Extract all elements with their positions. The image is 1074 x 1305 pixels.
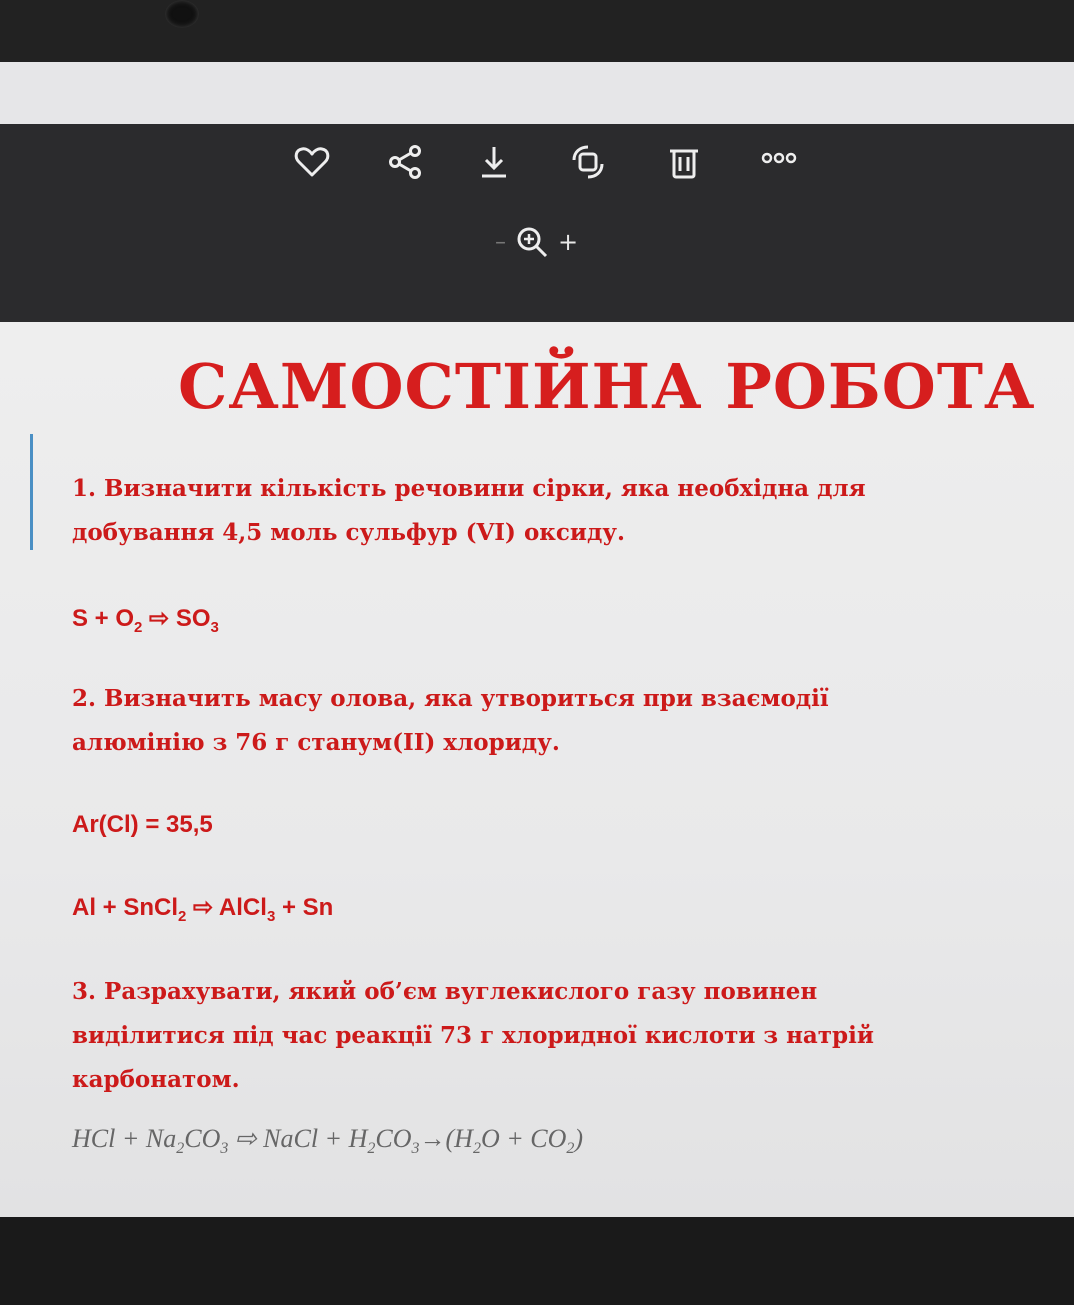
window-top-strip (0, 62, 1074, 124)
delete-icon[interactable] (662, 140, 706, 184)
heart-icon[interactable] (290, 140, 334, 184)
share-icon[interactable] (383, 140, 427, 184)
task3-equation: HCl + $Na_2CO_3$ ⇨ NaCl + $H_2CO_3\to(H_2O + CO_2)$ (72, 1124, 584, 1158)
zoom-plus-label[interactable]: + (558, 228, 579, 256)
zoom-in-icon[interactable] (514, 224, 550, 260)
task2-text: 2. Визначить масу олова, яка утвориться при взаємодії алюмінію з 76 г станум(II) хлориду. (72, 685, 829, 756)
task1-equation: $S + O_2$ ⇨ $SO_3$ (72, 605, 219, 636)
device-bezel-top (0, 0, 1074, 70)
download-icon[interactable] (472, 140, 516, 184)
task3-text: 3. Разрахувати, який об’єм вуглекислого газу повинен виділитися під час реакції 73 г хлоридної кислоти з натрій карбонатом. (72, 978, 874, 1093)
more-icon[interactable] (757, 140, 801, 184)
task2-given: Ar(Cl) = 35,5 (72, 811, 213, 838)
rotate-icon[interactable] (566, 140, 610, 184)
device-bezel-bottom (0, 1217, 1074, 1305)
camera-lens (165, 0, 199, 28)
zoom-control[interactable]: – + (495, 222, 578, 262)
slide-title: САМОСТІЙНА РОБОТА (178, 350, 1036, 423)
task1-text: 1. Визначити кількість речовини сірки, яка необхідна для добування 4,5 моль сульфур (VI) оксиду. (72, 475, 866, 546)
text-cursor-bar (30, 434, 33, 550)
task2-equation: Al + SnCl$_2$ ⇨ AlCl$_3$ + Sn (72, 894, 334, 925)
